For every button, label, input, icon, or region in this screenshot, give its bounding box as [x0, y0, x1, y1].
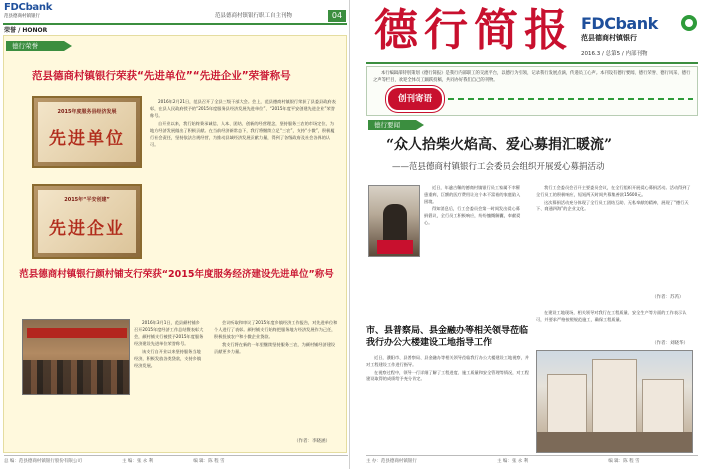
subheadline: ——范县德商村镇银行工会委员会组织开展爱心募捐活动 — [392, 162, 605, 172]
article-author: （作者：刘晓华） — [652, 341, 688, 346]
paragraph: 在建设工地现场，相关领导对我行在工程质量、安全生产等方面的工作表示认可，并要求严格按照规范施工，确保工程质量。 — [536, 310, 687, 322]
paragraph: 近日，濮阳市、县普察局、县金融办等相关领导莅临我行办公大楼建设工地视察，并对工程建设工作进行指导。 — [366, 355, 529, 367]
footer-publisher: 总 编：范县德商村镇银行股份有限公司 — [4, 459, 82, 464]
right-page — [352, 0, 703, 469]
logo-circle-icon — [681, 15, 697, 31]
paragraph: 自开业以来，我行始终秉承诚信、人本、团结、创新的经营理念，坚持服务三农的市场定位，为地方经济发展做出了积极贡献。在当前经济新常态下，我行将继续立足“三农”，支持“小微”，积极履行社会责任，坚持依法合规经营，为推动县域经济发展贡献力量，得到了各级政府及社会各界的认可。 — [150, 121, 335, 147]
article2-body-right — [536, 310, 694, 325]
decorative-stripe — [448, 98, 693, 100]
award-photo — [22, 319, 130, 395]
article-title-2: 市、县普察局、县金融办等相关领导莅临我行办公大楼建设工地指导工作 — [366, 326, 529, 348]
article-title-2: 范县德商村镇银行颜村铺支行荣获“2015年度服务经济建设先进单位”称号 — [19, 269, 334, 280]
paragraph: 近日，年逾古稀的德商村镇银行员工家属不幸罹患重病，巨额的医疗费用让这个本不富裕的家庭陷入困境。 — [424, 185, 521, 204]
plaque-caption: 2015年“平安创建” — [64, 197, 110, 203]
masthead-rule — [366, 62, 698, 64]
paragraph: 2016年2月21日，范县召开了全县三级干部大会。会上，范县德商村镇银行荣获了县委县政府表彰，在县人民政府授予的“2015年度服务县经济发展先进单位”、“2015年度平安创建先进企业”荣誉称号。 — [150, 99, 336, 118]
plaque-image-2 — [32, 184, 142, 259]
article-author: （作者：李晓涵） — [294, 439, 330, 444]
paragraph: 我支行将在新的一年里继续坚持服务三农，为颜村铺经济建设贡献更多力量。 — [214, 342, 336, 354]
article2-body-left — [366, 355, 531, 384]
article-title-1: 范县德商村镇银行荣获“先进单位”“先进企业”荣誉称号 — [32, 70, 291, 82]
section-label: 荣誉 / HONOR — [4, 27, 48, 34]
issue-info: 2016.3 / 总第5 / 内部刊物 — [581, 51, 648, 57]
article-body-1 — [150, 98, 338, 149]
footer-editor: 编 辑：陈 程 雪 — [193, 459, 225, 464]
headline-body-left — [424, 185, 524, 228]
bank-logo — [4, 2, 64, 20]
paragraph: 在视察过程中，领导一行详细了解了工程进度、施工质量和安全管理等情况，对工程建设取得的成绩给予充分肯定。 — [366, 369, 529, 382]
masthead-title: 德行简报 — [374, 5, 574, 56]
article-body-2-right — [214, 319, 339, 356]
article-author: （作者：苏芮） — [652, 295, 684, 300]
paragraph: 得知消息后，行工会委员会第一时间发出爱心募捐倡议，全行员工积极响应，纷纷慷慨解囊，奉献爱心。 — [424, 206, 521, 225]
logo-sub: 范县德商村镇银行 — [581, 34, 637, 42]
logo-brand: FDCbank — [581, 14, 658, 33]
honor-panel — [3, 35, 347, 453]
footer-editor: 编 辑：陈 程 雪 — [608, 459, 640, 464]
plaque-caption: 2015年度服务县经济发展 — [57, 109, 117, 115]
left-page — [0, 0, 350, 469]
plaque-text: 先进单位 — [49, 129, 125, 149]
footer-host: 主 办：范县德商村镇银行 — [366, 459, 417, 464]
section-tag: 德行荣誉 — [6, 41, 64, 51]
intro-text: 本行编辑部特别策划《德行简报》是我行内部职工的交流平台，以德行为引领，记录我行发展点滴，传递员工心声。本刊设有德行要闻、德行荣誉、德行风采、德行之声等栏目，欢迎全体员工踊跃投稿，共同办好我们自己的刊物。 — [373, 71, 691, 83]
plaque-image-1 — [32, 96, 142, 168]
donation-photo — [368, 185, 420, 257]
logo-brand: FDCbank — [4, 2, 53, 13]
left-footer — [4, 455, 348, 464]
running-header: 范县德商村镇银行职工自主刊物 — [215, 13, 293, 19]
paragraph: 2016年3月1日，范县颜村铺乡召开2015年度经济工作总结暨表彰大会，颜村铺支行被授予2015年度服务经济建设先进单位荣誉称号。 — [134, 320, 204, 346]
paragraph: 这次募捐活动充分体现了全行员工团结互助、无私奉献的精神，展现了“德行天下、商通四海”的企业文化。 — [536, 199, 689, 212]
footer-chief-editor: 主 编：张 永 利 — [496, 459, 529, 464]
article-body-2-left — [134, 319, 204, 370]
bank-logo — [581, 14, 658, 43]
paragraph: 该支行自开业以来坚持服务当地经济，积极发放各类贷款，支持乡镇经济发展。 — [134, 349, 202, 368]
footer-chief-editor: 主 编：张 永 利 — [121, 459, 154, 464]
header-rule — [3, 23, 347, 25]
headline-body-right — [536, 185, 694, 214]
page-number: 04 — [328, 10, 346, 22]
construction-photo — [536, 350, 693, 453]
paragraph: 会议听取和审议了2015年度乡镇经济工作报告，对先进单位和个人进行了表彰。颜村铺支行始终把服务地方经济发展作为己任，积极投放农户和小微企业贷款。 — [214, 320, 338, 339]
logo-sub: 范县德商村镇银行 — [4, 14, 40, 19]
intro-badge: 创刊寄语 — [388, 88, 442, 110]
headline: “众人拾柴火焰高、爱心募捐汇暖流” — [386, 137, 613, 153]
plaque-text: 先进企业 — [49, 219, 125, 239]
section-tag: 德行要闻 — [368, 120, 416, 130]
right-footer — [366, 455, 698, 464]
paragraph: 我行工会委员会召开主要委员会议，在全行组织开展爱心募捐活动。活动得到了全行员工的积极响应，短短两天时间共募集善款15600元。 — [536, 185, 691, 197]
